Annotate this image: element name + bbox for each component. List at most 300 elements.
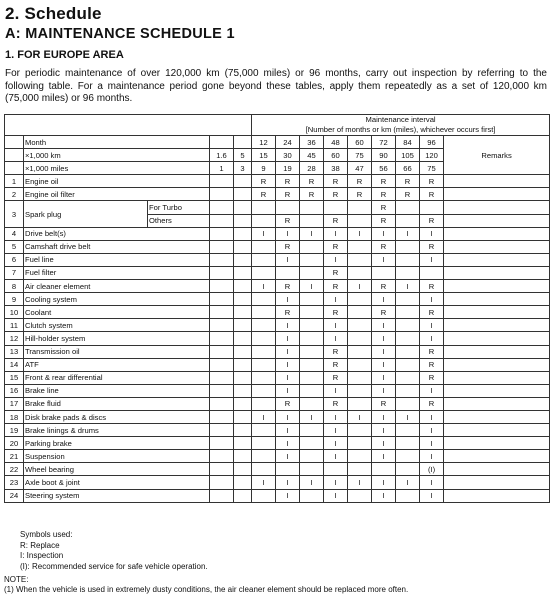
- schedule-mark-cell: [372, 463, 396, 476]
- schedule-mark-cell: I: [372, 384, 396, 397]
- interval-value-cell: 96: [420, 136, 444, 149]
- schedule-mark-cell: [348, 371, 372, 384]
- schedule-mark-cell: [210, 214, 234, 227]
- remarks-cell: [444, 345, 550, 358]
- item-name-cell: Brake fluid: [24, 397, 210, 410]
- schedule-mark-cell: I: [300, 410, 324, 423]
- interval-value-cell: 30: [276, 149, 300, 162]
- schedule-mark-cell: [210, 293, 234, 306]
- schedule-mark-cell: [234, 410, 252, 423]
- schedule-mark-cell: I: [324, 332, 348, 345]
- schedule-mark-cell: [210, 253, 234, 266]
- note-text: (1) When the vehicle is used in extremely dusty conditions, the air cleaner element should be replaced more often.: [4, 585, 409, 594]
- remarks-cell: [444, 463, 550, 476]
- schedule-mark-cell: [300, 437, 324, 450]
- schedule-mark-cell: R: [372, 201, 396, 214]
- schedule-mark-cell: [300, 345, 324, 358]
- interval-subtitle: [Number of months or km (miles), whichever occurs first]: [305, 125, 496, 134]
- schedule-mark-cell: [252, 253, 276, 266]
- schedule-mark-cell: [252, 319, 276, 332]
- item-name-cell: Transmission oil: [24, 345, 210, 358]
- schedule-mark-cell: I: [324, 450, 348, 463]
- schedule-mark-cell: [252, 463, 276, 476]
- item-number-cell: 16: [5, 384, 24, 397]
- schedule-mark-cell: [234, 437, 252, 450]
- interval-value-cell: 90: [372, 149, 396, 162]
- schedule-mark-cell: I: [276, 293, 300, 306]
- item-number-cell: 24: [5, 489, 24, 502]
- schedule-mark-cell: [396, 214, 420, 227]
- schedule-mark-cell: [234, 371, 252, 384]
- item-name-cell: Parking brake: [24, 437, 210, 450]
- schedule-mark-cell: [300, 371, 324, 384]
- item-number-cell: 6: [5, 253, 24, 266]
- schedule-mark-cell: [210, 227, 234, 240]
- schedule-mark-cell: [396, 266, 420, 279]
- schedule-mark-cell: [234, 332, 252, 345]
- maintenance-schedule-table: [4, 114, 550, 503]
- schedule-mark-cell: [300, 332, 324, 345]
- intro-paragraph: For periodic maintenance of over 120,000 km (75,000 miles) or 96 months, carry out inspection by referring to the following table. For a maintenance period gone beyond these tables, apply them repeatedly as a set of 120,000 km (75,000 miles) or 96 months.: [5, 68, 547, 104]
- schedule-mark-cell: I: [420, 424, 444, 437]
- schedule-mark-cell: [210, 266, 234, 279]
- schedule-mark-cell: I: [372, 476, 396, 489]
- schedule-mark-cell: [300, 424, 324, 437]
- interval-value-cell: 12: [252, 136, 276, 149]
- schedule-mark-cell: [234, 397, 252, 410]
- schedule-mark-cell: [300, 319, 324, 332]
- schedule-mark-cell: [252, 266, 276, 279]
- schedule-mark-cell: I: [276, 424, 300, 437]
- schedule-mark-cell: I: [372, 358, 396, 371]
- remarks-cell: [444, 306, 550, 319]
- interval-value-cell: 66: [396, 162, 420, 175]
- schedule-mark-cell: [372, 266, 396, 279]
- schedule-mark-cell: I: [276, 319, 300, 332]
- interval-value-cell: 75: [420, 162, 444, 175]
- table-row: [5, 371, 550, 384]
- schedule-mark-cell: [300, 240, 324, 253]
- remarks-cell: [444, 489, 550, 502]
- interval-value-cell: 5: [234, 149, 252, 162]
- schedule-mark-cell: I: [396, 227, 420, 240]
- schedule-mark-cell: I: [348, 476, 372, 489]
- schedule-mark-cell: R: [372, 397, 396, 410]
- schedule-mark-cell: I: [420, 476, 444, 489]
- schedule-mark-cell: [210, 345, 234, 358]
- schedule-mark-cell: [252, 240, 276, 253]
- remarks-cell: [444, 266, 550, 279]
- symbols-legend: [20, 530, 208, 572]
- schedule-mark-cell: I: [324, 253, 348, 266]
- schedule-mark-cell: (I): [420, 463, 444, 476]
- item-number-cell: 11: [5, 319, 24, 332]
- schedule-mark-cell: [300, 293, 324, 306]
- schedule-mark-cell: I: [276, 227, 300, 240]
- item-number-cell: 15: [5, 371, 24, 384]
- schedule-mark-cell: [252, 293, 276, 306]
- schedule-mark-cell: [396, 319, 420, 332]
- remarks-cell: [444, 319, 550, 332]
- section-title: A: MAINTENANCE SCHEDULE 1: [5, 26, 235, 42]
- schedule-mark-cell: [348, 319, 372, 332]
- schedule-mark-cell: I: [420, 437, 444, 450]
- schedule-mark-cell: I: [252, 410, 276, 423]
- schedule-mark-cell: [348, 424, 372, 437]
- interval-value-cell: 45: [300, 149, 324, 162]
- schedule-mark-cell: [210, 424, 234, 437]
- schedule-mark-cell: [396, 463, 420, 476]
- schedule-mark-cell: I: [252, 227, 276, 240]
- schedule-mark-cell: [348, 214, 372, 227]
- schedule-mark-cell: R: [420, 188, 444, 201]
- item-number-cell: 23: [5, 476, 24, 489]
- remarks-cell: [444, 424, 550, 437]
- schedule-mark-cell: [348, 201, 372, 214]
- remarks-cell: [444, 437, 550, 450]
- remarks-cell: [444, 450, 550, 463]
- interval-value-cell: 75: [348, 149, 372, 162]
- schedule-mark-cell: [348, 489, 372, 502]
- item-number-cell: 9: [5, 293, 24, 306]
- item-number-cell: 1: [5, 175, 24, 188]
- item-number-cell: 7: [5, 266, 24, 279]
- table-row: [5, 188, 550, 201]
- interval-value-cell: 38: [324, 162, 348, 175]
- schedule-mark-cell: [348, 306, 372, 319]
- remarks-cell: [444, 280, 550, 293]
- schedule-mark-cell: [324, 463, 348, 476]
- schedule-mark-cell: [234, 306, 252, 319]
- schedule-mark-cell: I: [372, 293, 396, 306]
- schedule-mark-cell: [252, 201, 276, 214]
- schedule-mark-cell: [396, 437, 420, 450]
- table-row: [5, 358, 550, 371]
- schedule-mark-cell: [348, 332, 372, 345]
- schedule-mark-cell: I: [372, 437, 396, 450]
- note-title: NOTE:: [4, 575, 29, 584]
- schedule-mark-cell: R: [420, 397, 444, 410]
- schedule-mark-cell: [210, 437, 234, 450]
- schedule-mark-cell: [348, 463, 372, 476]
- schedule-mark-cell: [396, 306, 420, 319]
- symbol-recommended: (I): Recommended service for safe vehicle operation.: [20, 561, 208, 571]
- item-number-cell: 21: [5, 450, 24, 463]
- schedule-mark-cell: [300, 214, 324, 227]
- schedule-mark-cell: [252, 489, 276, 502]
- schedule-mark-cell: [300, 450, 324, 463]
- remarks-cell: [444, 410, 550, 423]
- schedule-mark-cell: I: [372, 332, 396, 345]
- item-name-cell: Hill-holder system: [24, 332, 210, 345]
- table-row: [5, 306, 550, 319]
- schedule-mark-cell: [252, 358, 276, 371]
- schedule-mark-cell: [420, 266, 444, 279]
- schedule-mark-cell: [420, 201, 444, 214]
- schedule-mark-cell: [276, 463, 300, 476]
- schedule-mark-cell: [234, 476, 252, 489]
- schedule-mark-cell: [300, 384, 324, 397]
- schedule-mark-cell: [348, 384, 372, 397]
- item-number-cell: 19: [5, 424, 24, 437]
- schedule-mark-cell: [210, 476, 234, 489]
- schedule-mark-cell: I: [300, 280, 324, 293]
- schedule-mark-cell: R: [396, 175, 420, 188]
- schedule-mark-cell: [210, 332, 234, 345]
- schedule-mark-cell: R: [324, 358, 348, 371]
- item-name-cell: Brake line: [24, 384, 210, 397]
- schedule-mark-cell: R: [324, 266, 348, 279]
- interval-row-label: Month: [24, 136, 210, 149]
- schedule-mark-cell: [210, 188, 234, 201]
- schedule-mark-cell: [234, 201, 252, 214]
- interval-value-cell: 72: [372, 136, 396, 149]
- interval-value-cell: 56: [372, 162, 396, 175]
- interval-title: Maintenance interval: [365, 115, 436, 124]
- schedule-mark-cell: I: [420, 384, 444, 397]
- schedule-mark-cell: [252, 332, 276, 345]
- schedule-mark-cell: R: [396, 188, 420, 201]
- schedule-mark-cell: I: [372, 319, 396, 332]
- schedule-mark-cell: I: [396, 280, 420, 293]
- item-name-cell: Air cleaner element: [24, 280, 210, 293]
- month-row: [5, 136, 550, 149]
- schedule-mark-cell: [396, 489, 420, 502]
- remarks-cell: [444, 371, 550, 384]
- remarks-cell: [444, 358, 550, 371]
- schedule-mark-cell: [252, 384, 276, 397]
- remarks-cell: [444, 214, 550, 227]
- schedule-mark-cell: I: [372, 371, 396, 384]
- schedule-mark-cell: [348, 450, 372, 463]
- table-row: [5, 332, 550, 345]
- table-row: [5, 345, 550, 358]
- schedule-mark-cell: R: [324, 397, 348, 410]
- schedule-mark-cell: I: [396, 476, 420, 489]
- schedule-mark-cell: [396, 240, 420, 253]
- interval-value-cell: 48: [324, 136, 348, 149]
- item-number-cell: 22: [5, 463, 24, 476]
- item-name-cell: Fuel line: [24, 253, 210, 266]
- schedule-mark-cell: [300, 463, 324, 476]
- item-name-cell: Spark plug: [24, 201, 148, 227]
- remarks-cell: [444, 188, 550, 201]
- table-row: [5, 227, 550, 240]
- schedule-mark-cell: [234, 358, 252, 371]
- interval-value-cell: [210, 136, 234, 149]
- schedule-mark-cell: I: [276, 410, 300, 423]
- schedule-mark-cell: [396, 450, 420, 463]
- item-name-cell: Fuel filter: [24, 266, 210, 279]
- item-name-cell: Engine oil: [24, 175, 210, 188]
- schedule-mark-cell: I: [420, 489, 444, 502]
- schedule-mark-cell: I: [276, 437, 300, 450]
- schedule-mark-cell: I: [324, 293, 348, 306]
- schedule-mark-cell: [210, 450, 234, 463]
- schedule-mark-cell: [210, 319, 234, 332]
- schedule-mark-cell: R: [276, 280, 300, 293]
- schedule-mark-cell: [348, 397, 372, 410]
- table-row: [5, 463, 550, 476]
- interval-value-cell: 28: [300, 162, 324, 175]
- schedule-mark-cell: R: [324, 240, 348, 253]
- schedule-mark-cell: R: [420, 345, 444, 358]
- schedule-mark-cell: I: [420, 450, 444, 463]
- item-name-cell: Axle boot & joint: [24, 476, 210, 489]
- item-number-cell: 12: [5, 332, 24, 345]
- interval-value-cell: 19: [276, 162, 300, 175]
- interval-value-cell: 9: [252, 162, 276, 175]
- schedule-mark-cell: I: [372, 227, 396, 240]
- item-number-cell: 20: [5, 437, 24, 450]
- blank-header-cell: [5, 115, 252, 136]
- remarks-cell: [444, 201, 550, 214]
- table-row: [5, 397, 550, 410]
- schedule-mark-cell: [348, 253, 372, 266]
- schedule-mark-cell: I: [324, 476, 348, 489]
- schedule-mark-cell: [324, 201, 348, 214]
- table-row: [5, 384, 550, 397]
- schedule-mark-cell: [234, 319, 252, 332]
- schedule-mark-cell: R: [324, 371, 348, 384]
- interval-value-cell: 84: [396, 136, 420, 149]
- item-number-cell: 18: [5, 410, 24, 423]
- schedule-mark-cell: [234, 240, 252, 253]
- schedule-mark-cell: [234, 345, 252, 358]
- schedule-mark-cell: R: [276, 240, 300, 253]
- item-subtype-cell: For Turbo: [148, 201, 210, 214]
- schedule-mark-cell: [234, 293, 252, 306]
- schedule-mark-cell: [396, 253, 420, 266]
- item-name-cell: Coolant: [24, 306, 210, 319]
- schedule-mark-cell: [252, 437, 276, 450]
- schedule-mark-cell: R: [420, 175, 444, 188]
- schedule-mark-cell: I: [348, 227, 372, 240]
- schedule-mark-cell: [300, 489, 324, 502]
- table-row: [5, 175, 550, 188]
- schedule-mark-cell: [210, 280, 234, 293]
- table-row: [5, 437, 550, 450]
- schedule-mark-cell: [396, 424, 420, 437]
- table-row: [5, 280, 550, 293]
- schedule-mark-cell: [234, 266, 252, 279]
- schedule-mark-cell: I: [420, 293, 444, 306]
- schedule-mark-cell: [348, 437, 372, 450]
- schedule-mark-cell: R: [420, 214, 444, 227]
- schedule-mark-cell: I: [324, 319, 348, 332]
- schedule-mark-cell: [210, 306, 234, 319]
- schedule-mark-cell: [300, 358, 324, 371]
- interval-value-cell: [234, 136, 252, 149]
- interval-row-label: ×1,000 km: [24, 149, 210, 162]
- schedule-mark-cell: [396, 201, 420, 214]
- item-name-cell: Clutch system: [24, 319, 210, 332]
- table-row: [5, 253, 550, 266]
- schedule-mark-cell: R: [276, 175, 300, 188]
- schedule-mark-cell: [252, 397, 276, 410]
- item-name-cell: Camshaft drive belt: [24, 240, 210, 253]
- item-name-cell: Front & rear differential: [24, 371, 210, 384]
- schedule-mark-cell: R: [372, 240, 396, 253]
- schedule-mark-cell: R: [324, 175, 348, 188]
- schedule-mark-cell: I: [252, 476, 276, 489]
- item-name-cell: Engine oil filter: [24, 188, 210, 201]
- schedule-mark-cell: [396, 384, 420, 397]
- schedule-mark-cell: [300, 253, 324, 266]
- schedule-mark-cell: I: [324, 227, 348, 240]
- schedule-mark-cell: I: [348, 280, 372, 293]
- row-number-cell: [5, 162, 24, 175]
- schedule-mark-cell: R: [324, 214, 348, 227]
- remarks-cell: [444, 175, 550, 188]
- table-row: [5, 476, 550, 489]
- schedule-mark-cell: [210, 358, 234, 371]
- table-row: [5, 410, 550, 423]
- schedule-mark-cell: I: [372, 253, 396, 266]
- interval-value-cell: 120: [420, 149, 444, 162]
- schedule-mark-cell: [396, 332, 420, 345]
- schedule-mark-cell: I: [372, 450, 396, 463]
- item-name-cell: Cooling system: [24, 293, 210, 306]
- item-number-cell: 5: [5, 240, 24, 253]
- schedule-mark-cell: R: [372, 214, 396, 227]
- schedule-mark-cell: I: [420, 410, 444, 423]
- schedule-mark-cell: [348, 293, 372, 306]
- schedule-mark-cell: R: [324, 306, 348, 319]
- interval-value-cell: 1: [210, 162, 234, 175]
- interval-value-cell: 24: [276, 136, 300, 149]
- schedule-mark-cell: [300, 397, 324, 410]
- schedule-mark-cell: I: [372, 424, 396, 437]
- remarks-cell: [444, 476, 550, 489]
- item-name-cell: Brake linings & drums: [24, 424, 210, 437]
- schedule-mark-cell: [252, 424, 276, 437]
- schedule-mark-cell: [396, 371, 420, 384]
- interval-value-cell: 60: [324, 149, 348, 162]
- table-row: [5, 489, 550, 502]
- schedule-mark-cell: I: [372, 345, 396, 358]
- schedule-mark-cell: I: [276, 450, 300, 463]
- schedule-mark-cell: R: [300, 175, 324, 188]
- schedule-mark-cell: [234, 253, 252, 266]
- schedule-mark-cell: R: [276, 397, 300, 410]
- schedule-mark-cell: [210, 489, 234, 502]
- row-number-cell: [5, 149, 24, 162]
- schedule-mark-cell: [252, 345, 276, 358]
- remarks-cell: [444, 227, 550, 240]
- schedule-mark-cell: R: [324, 345, 348, 358]
- item-number-cell: 8: [5, 280, 24, 293]
- schedule-table-body: [5, 115, 550, 503]
- schedule-mark-cell: [210, 463, 234, 476]
- schedule-mark-cell: [348, 358, 372, 371]
- schedule-mark-cell: I: [276, 358, 300, 371]
- schedule-mark-cell: [396, 397, 420, 410]
- schedule-mark-cell: I: [300, 227, 324, 240]
- symbol-inspection: I: Inspection: [20, 551, 64, 560]
- schedule-mark-cell: [234, 280, 252, 293]
- schedule-mark-cell: [300, 306, 324, 319]
- schedule-mark-cell: [234, 214, 252, 227]
- schedule-mark-cell: [234, 424, 252, 437]
- remarks-cell: [444, 397, 550, 410]
- item-name-cell: Disk brake pads & discs: [24, 410, 210, 423]
- schedule-mark-cell: [210, 371, 234, 384]
- schedule-mark-cell: R: [372, 188, 396, 201]
- item-name-cell: ATF: [24, 358, 210, 371]
- schedule-mark-cell: R: [420, 240, 444, 253]
- schedule-mark-cell: R: [420, 358, 444, 371]
